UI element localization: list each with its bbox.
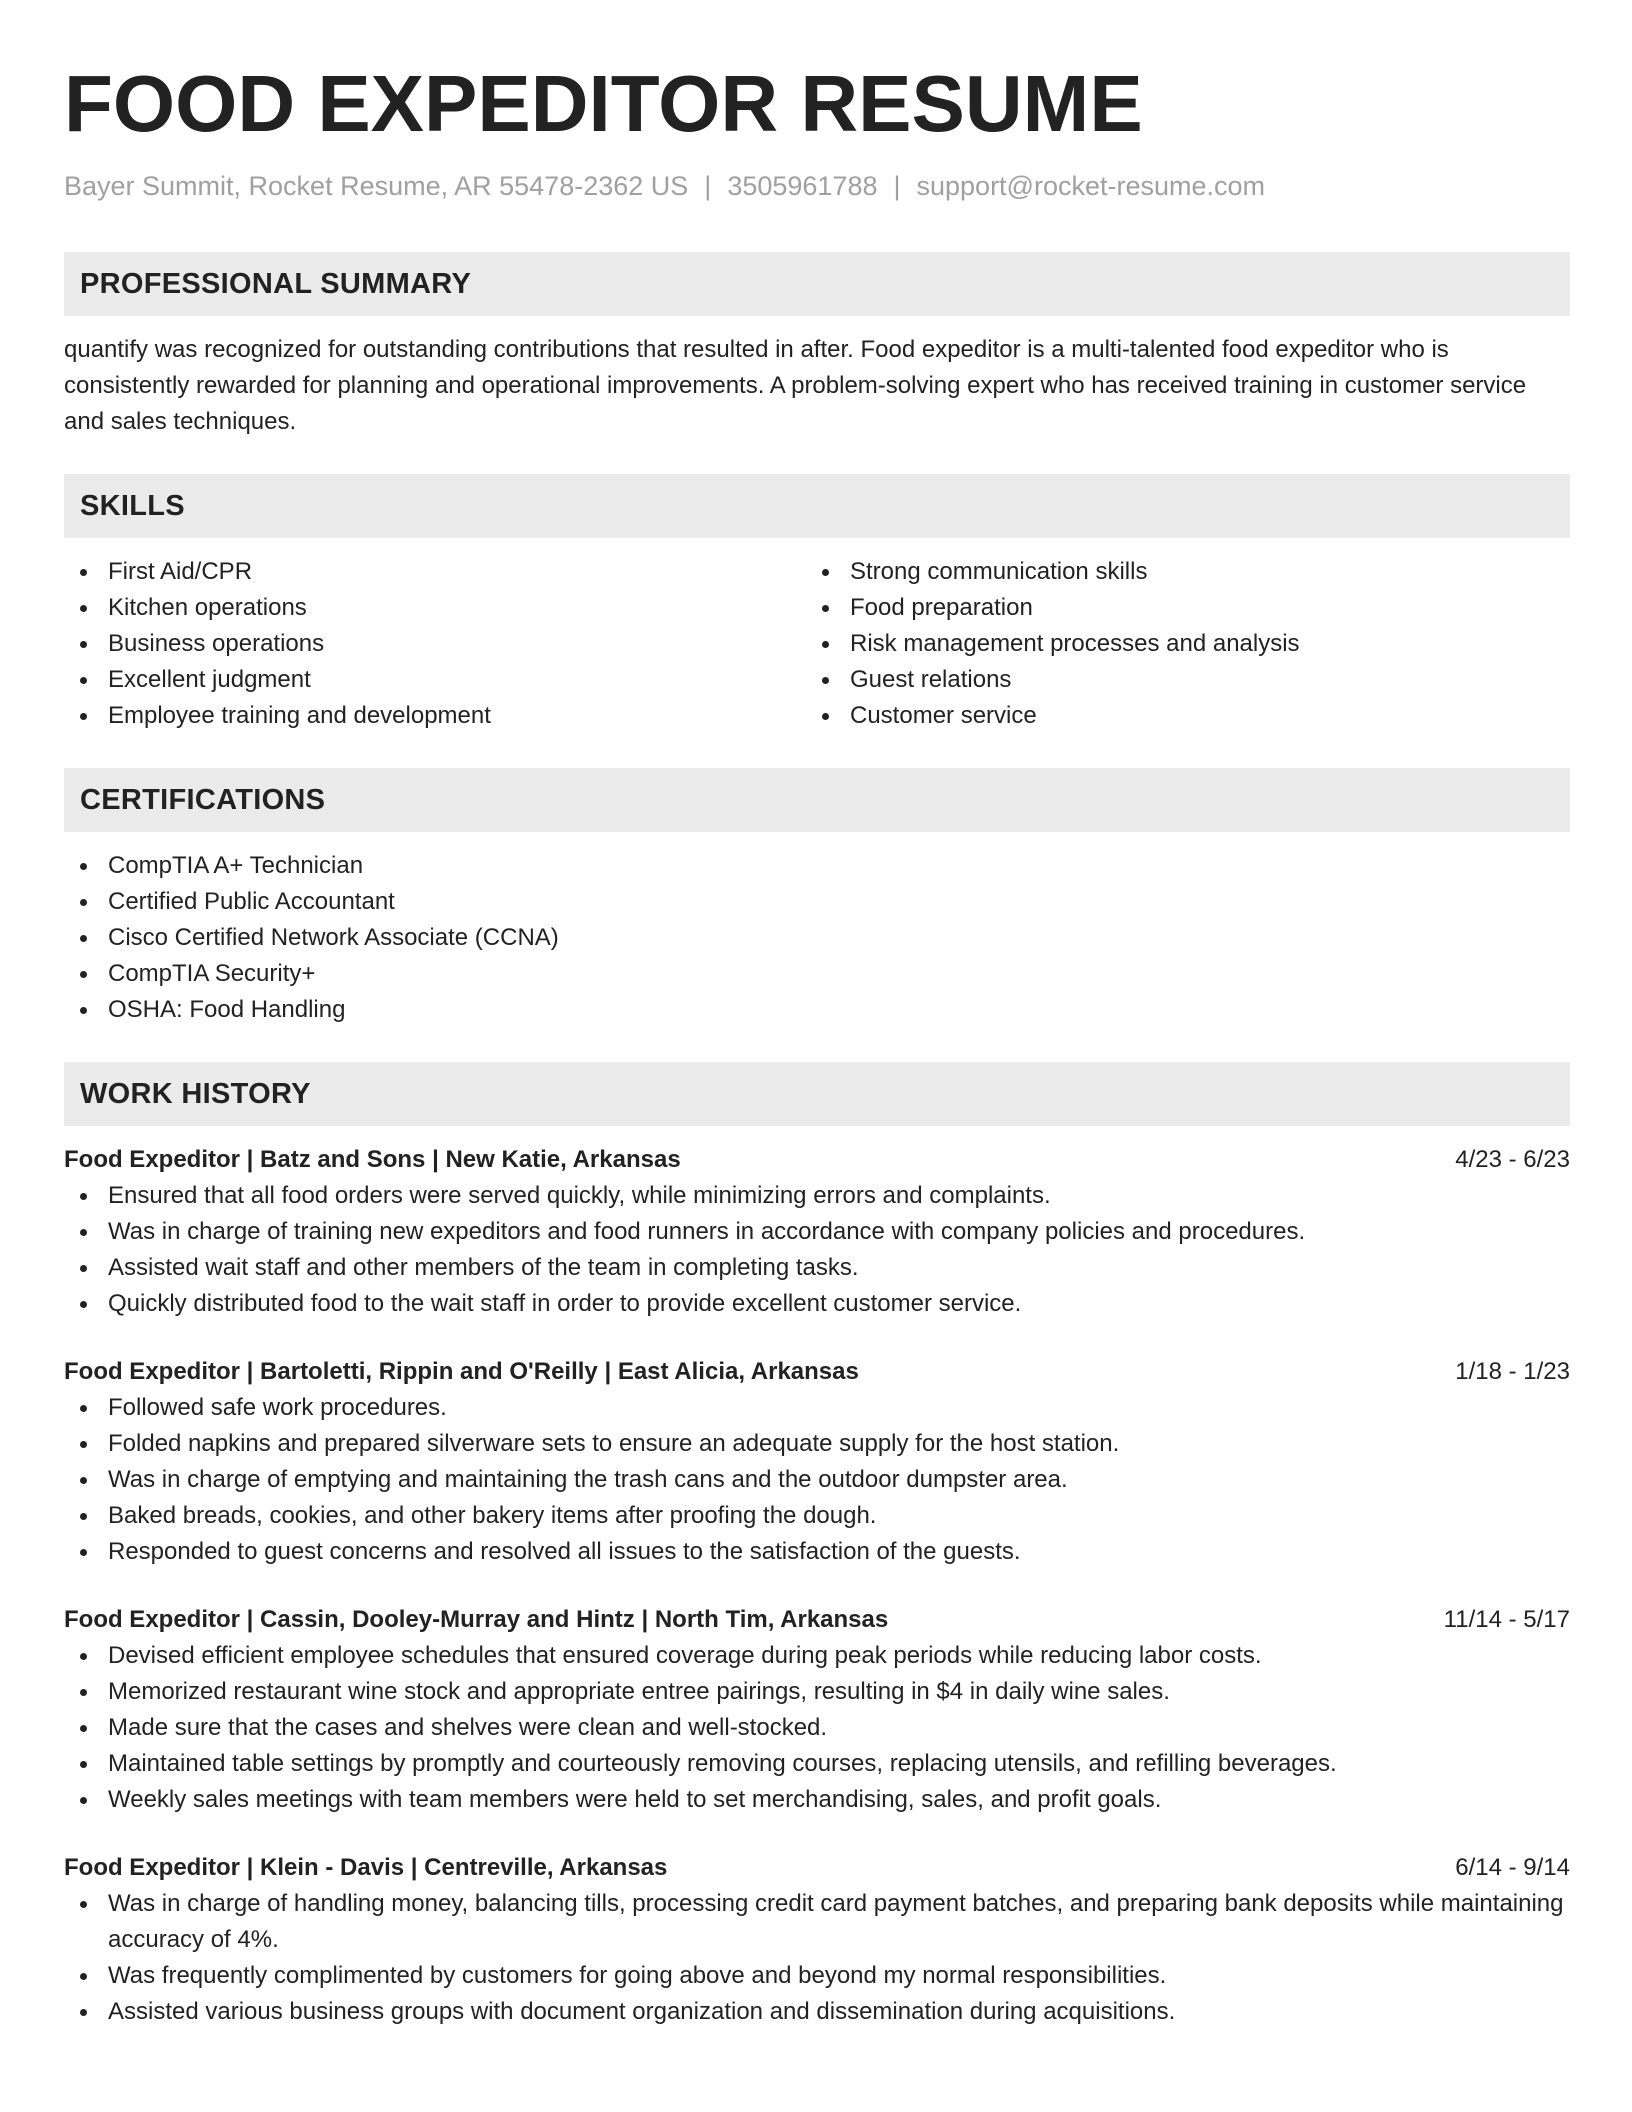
list-item: CompTIA Security+ <box>64 956 1570 992</box>
list-item: Was frequently complimented by customers for going above and beyond my normal responsibilities. <box>64 1958 1570 1994</box>
job-bullets <box>64 1886 1570 2030</box>
section-heading-summary: PROFESSIONAL SUMMARY <box>64 252 1570 316</box>
list-item: Certified Public Accountant <box>64 884 1570 920</box>
resume-title: FOOD EXPEDITOR RESUME <box>64 59 1143 148</box>
list-item: Folded napkins and prepared silverware sets to ensure an adequate supply for the host station. <box>64 1426 1570 1462</box>
certifications-section <box>64 768 1570 1028</box>
list-item: Ensured that all food orders were served quickly, while minimizing errors and complaints. <box>64 1178 1570 1214</box>
contact-email: support@rocket-resume.com <box>916 171 1266 201</box>
summary-text: quantify was recognized for outstanding contributions that resulted in after. Food expeditor is a multi-talented food expeditor who is consistently rewarded for planning and operational improvements. A problem-solving expert who has received training in customer service and sales techniques. <box>64 336 1527 435</box>
contact-separator: | <box>704 171 712 201</box>
list-item: Quickly distributed food to the wait staff in order to provide excellent customer service. <box>64 1286 1570 1322</box>
list-item: Devised efficient employee schedules that ensured coverage during peak periods while reducing labor costs. <box>64 1638 1570 1674</box>
job-header <box>64 1850 1570 1886</box>
job-entry <box>64 1850 1570 2030</box>
list-item: Kitchen operations <box>64 590 806 626</box>
list-item: Baked breads, cookies, and other bakery items after proofing the dough. <box>64 1498 1570 1534</box>
skills-list-left <box>64 554 806 734</box>
skills-section <box>64 474 1570 734</box>
list-item: Followed safe work procedures. <box>64 1390 1570 1426</box>
list-item: Business operations <box>64 626 806 662</box>
resume-page <box>64 56 1570 2030</box>
list-item: Food preparation <box>806 590 1548 626</box>
list-item: Risk management processes and analysis <box>806 626 1548 662</box>
list-item: Memorized restaurant wine stock and appropriate entree pairings, resulting in $4 in daily wine sales. <box>64 1674 1570 1710</box>
list-item: Was in charge of training new expeditors and food runners in accordance with company policies and procedures. <box>64 1214 1570 1250</box>
list-item: Was in charge of handling money, balancing tills, processing credit card payment batches, and preparing bank deposits while maintaining accuracy of 4%. <box>64 1886 1570 1958</box>
list-item: Customer service <box>806 698 1548 734</box>
job-header <box>64 1354 1570 1390</box>
contact-address: Bayer Summit, Rocket Resume, AR 55478-2362 US <box>64 171 689 201</box>
section-heading-work-history: WORK HISTORY <box>64 1062 1570 1126</box>
skills-columns <box>64 554 1570 734</box>
job-dates: 1/18 - 1/23 <box>1455 1358 1570 1385</box>
job-entry <box>64 1354 1570 1570</box>
certifications-list <box>64 848 1570 1028</box>
list-item: Employee training and development <box>64 698 806 734</box>
list-item: Assisted various business groups with document organization and dissemination during acquisitions. <box>64 1994 1570 2030</box>
job-entry <box>64 1602 1570 1818</box>
job-bullets <box>64 1178 1570 1322</box>
job-dates: 6/14 - 9/14 <box>1455 1854 1570 1881</box>
section-heading-skills: SKILLS <box>64 474 1570 538</box>
contact-separator: | <box>893 171 901 201</box>
list-item: Was in charge of emptying and maintaining the trash cans and the outdoor dumpster area. <box>64 1462 1570 1498</box>
work-history-section <box>64 1062 1570 2030</box>
job-dates: 11/14 - 5/17 <box>1443 1606 1570 1633</box>
section-heading-certifications: CERTIFICATIONS <box>64 768 1570 832</box>
job-bullets <box>64 1638 1570 1818</box>
job-dates: 4/23 - 6/23 <box>1455 1146 1570 1173</box>
job-title: Food Expeditor | Klein - Davis | Centreville, Arkansas <box>64 1854 668 1881</box>
list-item: Cisco Certified Network Associate (CCNA) <box>64 920 1570 956</box>
contact-line <box>64 168 1570 204</box>
list-item: First Aid/CPR <box>64 554 806 590</box>
job-title: Food Expeditor | Cassin, Dooley-Murray and Hintz | North Tim, Arkansas <box>64 1606 889 1633</box>
list-item: Assisted wait staff and other members of the team in completing tasks. <box>64 1250 1570 1286</box>
list-item: Excellent judgment <box>64 662 806 698</box>
job-bullets <box>64 1390 1570 1570</box>
list-item: Weekly sales meetings with team members were held to set merchandising, sales, and profit goals. <box>64 1782 1570 1818</box>
list-item: CompTIA A+ Technician <box>64 848 1570 884</box>
skills-list-right <box>806 554 1548 734</box>
job-header <box>64 1142 1570 1178</box>
contact-phone: 3505961788 <box>727 171 878 201</box>
list-item: Strong communication skills <box>806 554 1548 590</box>
summary-section <box>64 252 1570 440</box>
list-item: Made sure that the cases and shelves were clean and well-stocked. <box>64 1710 1570 1746</box>
job-entry <box>64 1142 1570 1322</box>
list-item: OSHA: Food Handling <box>64 992 1570 1028</box>
list-item: Responded to guest concerns and resolved all issues to the satisfaction of the guests. <box>64 1534 1570 1570</box>
job-title: Food Expeditor | Batz and Sons | New Katie, Arkansas <box>64 1146 681 1173</box>
list-item: Guest relations <box>806 662 1548 698</box>
job-title: Food Expeditor | Bartoletti, Rippin and O'Reilly | East Alicia, Arkansas <box>64 1358 859 1385</box>
job-header <box>64 1602 1570 1638</box>
list-item: Maintained table settings by promptly and courteously removing courses, replacing utensils, and refilling beverages. <box>64 1746 1570 1782</box>
